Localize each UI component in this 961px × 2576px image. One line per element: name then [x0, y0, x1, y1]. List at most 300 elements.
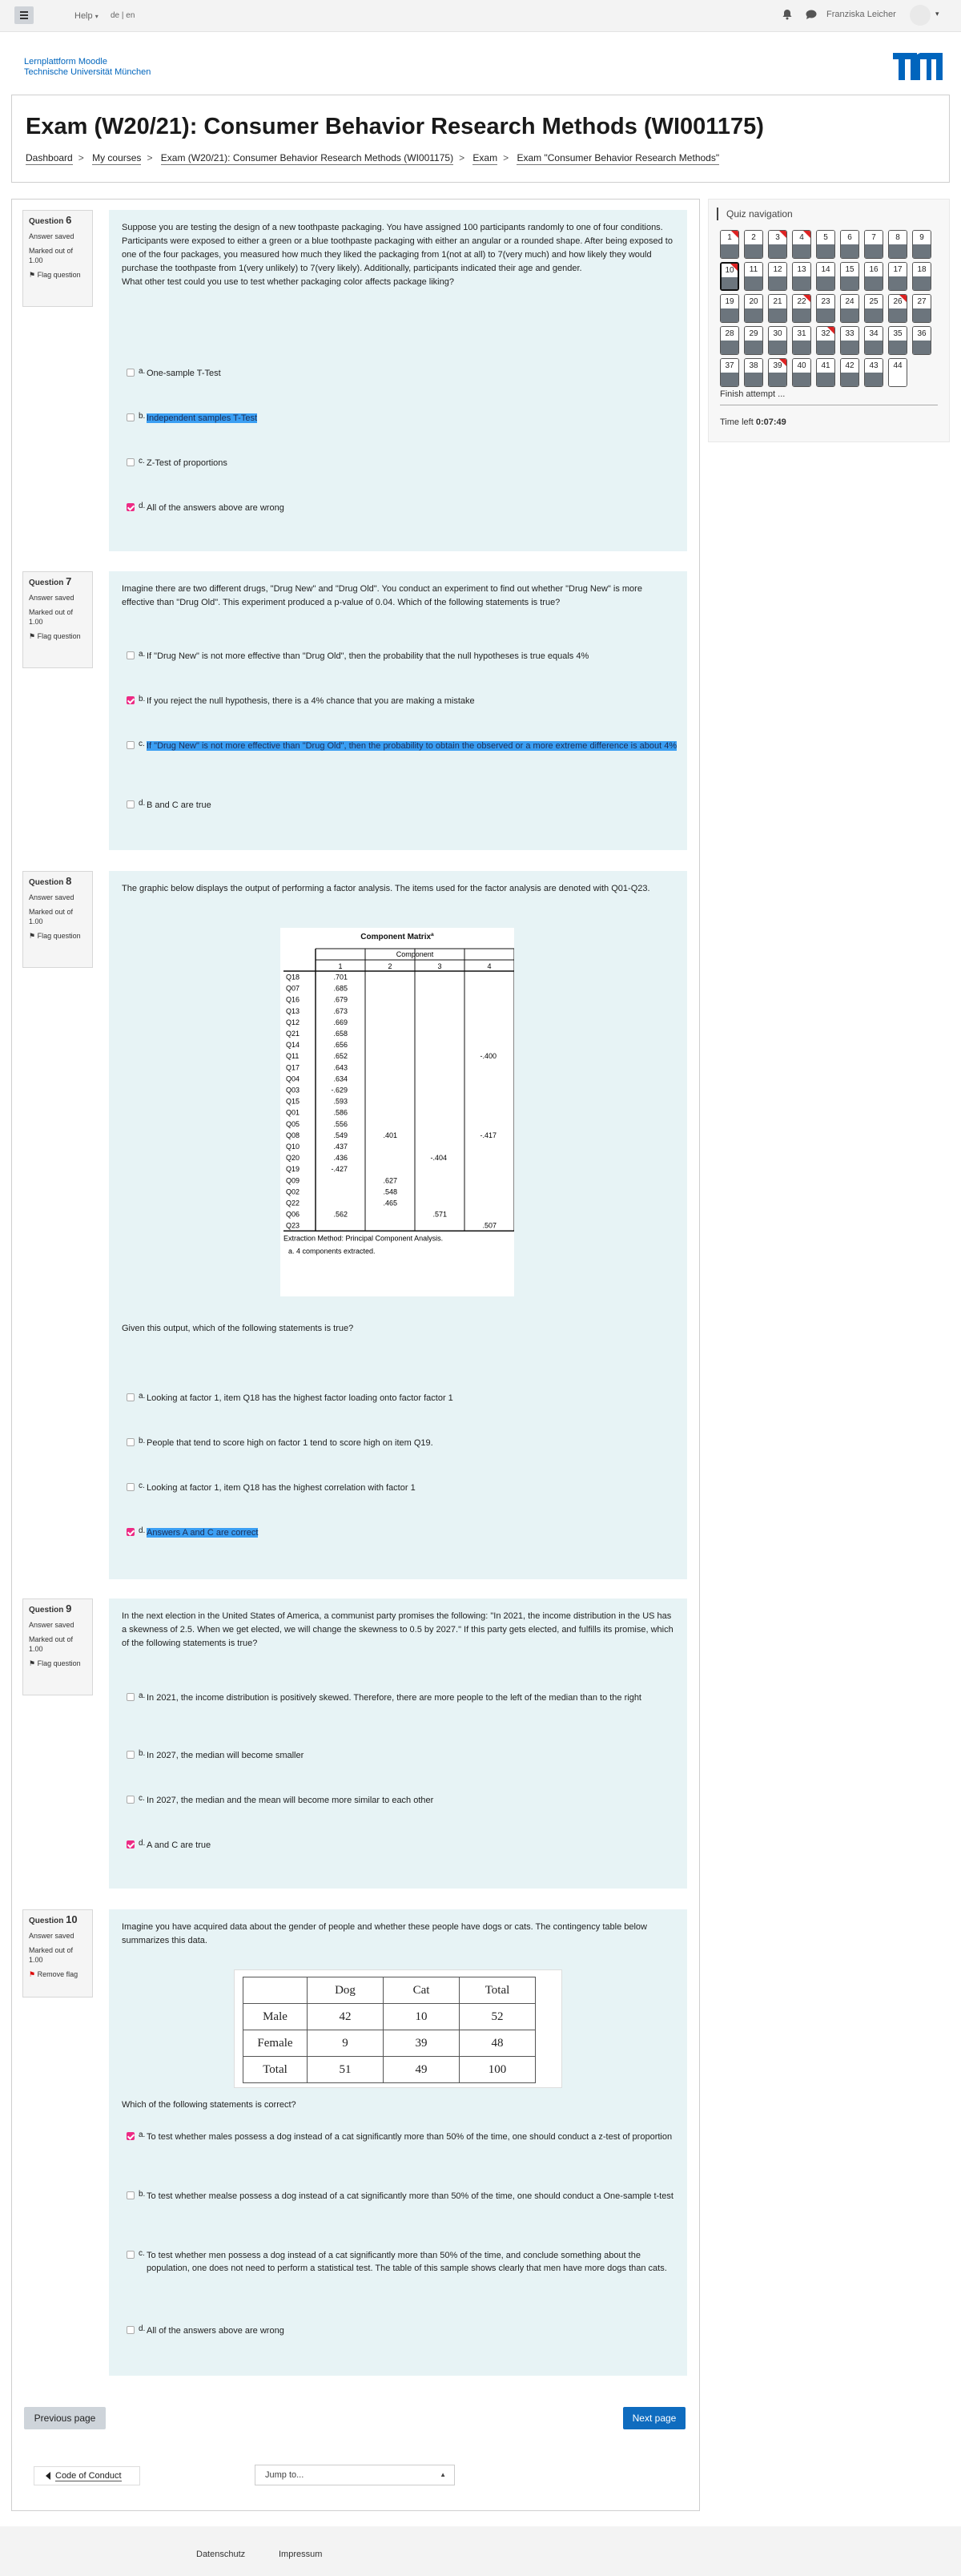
table-cell: Male [243, 2004, 308, 2030]
flag-question-link[interactable]: ⚑ Flag question [29, 271, 81, 279]
matrix-row-label: Q04 [286, 1074, 300, 1083]
table-cell: 39 [384, 2030, 460, 2057]
answer-option-c[interactable] [127, 2249, 679, 2275]
top-navbar [0, 0, 961, 32]
answer-option-d[interactable] [127, 1526, 679, 1539]
quiz-nav-question-28[interactable] [720, 326, 739, 355]
answer-radio-checked[interactable] [127, 696, 135, 704]
option-text: If you reject the null hypothesis, there is a 4% chance that you are making a mistake [147, 696, 475, 706]
quiz-nav-status [793, 373, 810, 387]
chat-icon[interactable] [806, 10, 817, 20]
contingency-table [234, 1969, 562, 2088]
answer-radio[interactable] [127, 1751, 135, 1759]
question-label: Question [29, 217, 64, 226]
site-name-line2[interactable]: Technische Universität München [24, 67, 151, 77]
quiz-nav-status [889, 276, 907, 291]
option-text: In 2027, the median will become smaller [147, 1751, 304, 1760]
menu-toggle-button[interactable] [14, 6, 34, 24]
answer-radio[interactable] [127, 2191, 135, 2199]
quiz-nav-number: 5 [817, 231, 834, 244]
remove-flag-link[interactable]: ⚑ Remove flag [29, 1970, 78, 1978]
quiz-nav-question-31[interactable] [792, 326, 811, 355]
quiz-nav-number: 20 [745, 295, 762, 308]
matrix-cell-value: .436 [333, 1154, 348, 1163]
answer-radio-checked[interactable] [127, 503, 135, 511]
answer-state: Answer saved [29, 1621, 74, 1629]
quiz-nav-question-17[interactable] [888, 262, 907, 291]
question-number: 10 [66, 1913, 78, 1925]
quiz-nav-question-44[interactable] [888, 358, 907, 387]
quiz-nav-number: 39 [769, 359, 786, 373]
matrix-cell-value: .437 [333, 1143, 348, 1151]
matrix-row-label: Q07 [286, 984, 300, 993]
answer-option-b[interactable] [127, 2190, 679, 2203]
quiz-nav-number: 28 [721, 327, 738, 341]
answer-option-b[interactable] [127, 695, 679, 707]
question-content-9 [109, 1598, 687, 1889]
matrix-cell-value: .401 [383, 1131, 397, 1139]
answer-radio[interactable] [127, 741, 135, 749]
option-letter: b. [139, 1437, 146, 1445]
table-cell: 48 [460, 2030, 536, 2057]
question-number: 9 [66, 1602, 72, 1615]
quiz-nav-question-20[interactable] [744, 294, 763, 323]
answer-option-c[interactable] [127, 1482, 679, 1494]
quiz-nav-status [817, 276, 834, 291]
matrix-cell-value: -.417 [480, 1131, 497, 1139]
option-text: In 2027, the median and the mean will become more similar to each other [147, 1796, 434, 1805]
question-label: Question [29, 1917, 64, 1925]
matrix-row-label: Q11 [286, 1052, 300, 1061]
answer-option-a[interactable] [127, 650, 679, 663]
breadcrumb-my-courses[interactable]: My courses [92, 152, 142, 163]
answer-radio[interactable] [127, 369, 135, 377]
matrix-row-label: Q21 [286, 1030, 300, 1038]
question-text: Imagine there are two different drugs, "Drug New" and "Drug Old". You conduct an experiment to find out whether "Drug New" is more effective than "Drug Old". This experiment produced a p-value of 0.04. Which of the following statements is true? [122, 584, 642, 607]
quiz-nav-question-25[interactable] [864, 294, 883, 323]
quiz-nav-number: 30 [769, 327, 786, 341]
quiz-nav-question-18[interactable] [912, 262, 931, 291]
quiz-nav-question-38[interactable] [744, 358, 763, 387]
answer-option-c[interactable] [127, 457, 679, 470]
option-letter: b. [139, 695, 146, 703]
matrix-cell-value: .548 [383, 1187, 397, 1196]
answer-radio[interactable] [127, 800, 135, 808]
matrix-row-label: Q18 [286, 973, 300, 982]
help-menu[interactable]: Help ▾ [74, 11, 99, 21]
matrix-title: Component Matrixª [360, 933, 434, 941]
breadcrumb-exam-page[interactable]: Exam "Consumer Behavior Research Methods" [517, 152, 720, 163]
quiz-nav-number: 19 [721, 295, 738, 308]
language-switch[interactable]: de | en [111, 11, 135, 20]
matrix-row-label: Q23 [286, 1221, 300, 1230]
answer-state: Answer saved [29, 594, 74, 602]
answer-option-a[interactable] [127, 1392, 679, 1405]
quiz-nav-question-37[interactable] [720, 358, 739, 387]
option-letter: d. [139, 2324, 146, 2333]
matrix-row-label: Q13 [286, 1006, 300, 1015]
quiz-nav-number: 14 [817, 263, 834, 276]
quiz-navigation-block [708, 199, 950, 442]
quiz-nav-status [769, 276, 786, 291]
flag-icon [803, 295, 810, 302]
quiz-nav-number: 22 [793, 295, 810, 308]
quiz-nav-status [841, 373, 858, 387]
chevron-down-icon[interactable]: ▾ [935, 10, 939, 18]
quiz-nav-question-23[interactable] [816, 294, 835, 323]
quiz-nav-question-22[interactable] [792, 294, 811, 323]
site-name-line1[interactable]: Lernplattform Moodle [24, 57, 107, 67]
question-info-6 [22, 210, 93, 307]
quiz-nav-status [793, 276, 810, 291]
flag-icon [827, 327, 834, 334]
quiz-nav-question-6[interactable] [840, 230, 859, 259]
quiz-nav-number: 43 [865, 359, 883, 373]
answer-option-b[interactable] [127, 1749, 679, 1762]
quiz-nav-number: 33 [841, 327, 858, 341]
matrix-cell-value: .627 [383, 1176, 397, 1185]
matrix-row-label: Q22 [286, 1199, 300, 1207]
quiz-nav-question-19[interactable] [720, 294, 739, 323]
tum-logo[interactable] [893, 53, 943, 80]
quiz-nav-question-2[interactable] [744, 230, 763, 259]
quiz-nav-number: 32 [817, 327, 834, 341]
answer-option-d[interactable] [127, 2324, 679, 2337]
matrix-column-header: 4 [487, 962, 492, 970]
matrix-cell-value: -.400 [480, 1052, 497, 1061]
quiz-nav-question-13[interactable] [792, 262, 811, 291]
site-name[interactable] [24, 57, 151, 78]
quiz-nav-question-26[interactable] [888, 294, 907, 323]
quiz-nav-number: 42 [841, 359, 858, 373]
code-of-conduct-link[interactable] [34, 2466, 140, 2485]
quiz-nav-number: 3 [769, 231, 786, 244]
answer-option-d[interactable] [127, 1839, 679, 1852]
previous-page-button[interactable]: Previous page [24, 2407, 106, 2429]
option-letter: a. [139, 650, 146, 659]
quiz-nav-status [721, 308, 738, 323]
option-text: Looking at factor 1, item Q18 has the highest factor loading onto factor factor 1 [147, 1393, 453, 1403]
quiz-nav-status [865, 276, 883, 291]
flag-icon [779, 359, 786, 366]
quiz-nav-number: 4 [793, 231, 810, 244]
breadcrumb-dashboard[interactable]: Dashboard [26, 152, 73, 163]
quiz-nav-question-27[interactable] [912, 294, 931, 323]
quiz-nav-question-4[interactable] [792, 230, 811, 259]
option-letter: b. [139, 2190, 146, 2199]
table-cell: 51 [308, 2057, 384, 2083]
marks-info: Marked out of 1.00 [29, 908, 74, 925]
quiz-nav-number: 8 [889, 231, 907, 244]
quiz-navigation-title: Quiz navigation [717, 208, 793, 220]
time-left-value: 0:07:49 [755, 417, 786, 427]
quiz-nav-status [745, 341, 762, 355]
option-text: All of the answers above are wrong [147, 503, 284, 513]
quiz-nav-question-29[interactable] [744, 326, 763, 355]
table-header-cell: Total [460, 1977, 536, 2004]
quiz-nav-status [793, 341, 810, 355]
question-number: 6 [66, 214, 72, 226]
option-text: If "Drug New" is not more effective than "Drug Old", then the probability to obtain the observed or a more extreme difference is about 4% [147, 741, 678, 751]
option-text: If "Drug New" is not more effective than "Drug Old", then the probability that the null hypotheses is true equals 4% [147, 651, 589, 661]
matrix-column-header: 2 [388, 962, 392, 970]
matrix-cell-value: -.404 [430, 1154, 447, 1163]
quiz-nav-number: 7 [865, 231, 883, 244]
matrix-cell-value: .549 [333, 1131, 348, 1139]
quiz-nav-status [817, 341, 834, 355]
flag-question-link[interactable]: ⚑ Flag question [29, 1659, 81, 1667]
privacy-link[interactable]: Datenschutz [196, 2550, 246, 2559]
question-label: Question [29, 1606, 64, 1615]
table-cell: Female [243, 2030, 308, 2057]
avatar[interactable] [910, 5, 931, 26]
matrix-row-label: Q09 [286, 1176, 300, 1185]
page-footer [0, 2526, 961, 2576]
table-cell: 42 [308, 2004, 384, 2030]
quiz-nav-question-8[interactable] [888, 230, 907, 259]
quiz-nav-question-33[interactable] [840, 326, 859, 355]
code-of-conduct-label: Code of Conduct [55, 2471, 122, 2481]
matrix-row-label: Q02 [286, 1187, 300, 1196]
answer-radio[interactable] [127, 1693, 135, 1701]
matrix-row-label: Q20 [286, 1154, 300, 1163]
user-name[interactable]: Franziska Leicher [826, 10, 896, 19]
matrix-cell-value: .465 [383, 1199, 397, 1207]
matrix-grid [280, 928, 514, 1296]
quiz-nav-question-34[interactable] [864, 326, 883, 355]
quiz-nav-status [721, 341, 738, 355]
table-cell: 10 [384, 2004, 460, 2030]
matrix-row-label: Q01 [286, 1108, 300, 1117]
matrix-row-label: Q16 [286, 995, 300, 1004]
breadcrumb-course[interactable]: Exam (W20/21): Consumer Behavior Research Methods (WI001175) [160, 152, 454, 163]
option-letter: d. [139, 1526, 146, 1535]
table-row [243, 2030, 536, 2057]
option-letter: d. [139, 1839, 146, 1848]
question-content-7 [109, 571, 687, 850]
matrix-row-label: Q17 [286, 1063, 300, 1072]
quiz-nav-number: 44 [889, 359, 907, 373]
quiz-nav-question-21[interactable] [768, 294, 787, 323]
marks-info: Marked out of 1.00 [29, 608, 74, 626]
question-info-10 [22, 1909, 93, 1998]
question-label: Question [29, 878, 64, 887]
quiz-nav-number: 23 [817, 295, 834, 308]
flag-question-link[interactable]: ⚑ Flag question [29, 632, 81, 640]
option-text: One-sample T-Test [147, 369, 221, 378]
option-letter: d. [139, 799, 146, 808]
matrix-cell-value: .656 [333, 1041, 348, 1050]
question-prompt: Which of the following statements is correct? [122, 2100, 296, 2110]
matrix-cell-value: .507 [482, 1221, 497, 1230]
quiz-nav-status [913, 308, 931, 323]
quiz-nav-question-16[interactable] [864, 262, 883, 291]
quiz-nav-status [913, 244, 931, 259]
answer-radio-checked[interactable] [127, 1528, 135, 1536]
quiz-nav-question-36[interactable] [912, 326, 931, 355]
quiz-nav-status [793, 308, 810, 323]
quiz-nav-status [865, 373, 883, 387]
matrix-cell-value: .701 [333, 973, 348, 982]
answer-radio[interactable] [127, 1393, 135, 1401]
answer-option-b[interactable] [127, 1437, 679, 1449]
imprint-link[interactable]: Impressum [279, 2550, 323, 2559]
finish-attempt-link[interactable]: Finish attempt ... [720, 389, 786, 399]
table-header-cell [243, 1977, 308, 2004]
answer-option-a[interactable] [127, 1691, 679, 1704]
flag-icon [803, 231, 810, 238]
quiz-nav-number: 9 [913, 231, 931, 244]
answer-radio[interactable] [127, 458, 135, 466]
bell-icon[interactable] [782, 9, 793, 20]
quiz-nav-number: 35 [889, 327, 907, 341]
quiz-nav-status [889, 308, 907, 323]
quiz-nav-question-12[interactable] [768, 262, 787, 291]
flag-question-link[interactable]: ⚑ Flag question [29, 932, 81, 940]
question-content-6 [109, 210, 687, 551]
answer-option-d[interactable] [127, 799, 679, 812]
matrix-cell-value: .556 [333, 1119, 348, 1128]
matrix-row-label: Q03 [286, 1086, 300, 1094]
matrix-component-label: Component [396, 950, 434, 958]
table-cell: Total [243, 2057, 308, 2083]
quiz-nav-status [817, 244, 834, 259]
quiz-nav-question-42[interactable] [840, 358, 859, 387]
answer-state: Answer saved [29, 1932, 74, 1940]
option-text: Answers A and C are correct [147, 1528, 259, 1538]
quiz-nav-number: 18 [913, 263, 931, 276]
quiz-nav-status [745, 244, 762, 259]
quiz-nav-status [841, 341, 858, 355]
next-page-button[interactable]: Next page [623, 2407, 686, 2429]
quiz-nav-question-35[interactable] [888, 326, 907, 355]
quiz-nav-question-10[interactable] [720, 262, 739, 291]
answer-radio-checked[interactable] [127, 2132, 135, 2140]
quiz-nav-number: 26 [889, 295, 907, 308]
matrix-row-label: Q12 [286, 1018, 300, 1026]
quiz-nav-status [745, 276, 762, 291]
answer-radio[interactable] [127, 1483, 135, 1491]
quiz-nav-question-11[interactable] [744, 262, 763, 291]
quiz-nav-number: 12 [769, 263, 786, 276]
quiz-nav-status [841, 244, 858, 259]
option-letter: b. [139, 1749, 146, 1758]
matrix-footer: Extraction Method: Principal Component Analysis. [283, 1234, 444, 1243]
answer-state: Answer saved [29, 893, 74, 901]
option-text: Looking at factor 1, item Q18 has the highest correlation with factor 1 [147, 1483, 416, 1493]
option-text: B and C are true [147, 800, 211, 810]
quiz-nav-question-14[interactable] [816, 262, 835, 291]
quiz-nav-question-5[interactable] [816, 230, 835, 259]
question-prompt: Given this output, which of the following statements is true? [122, 1324, 354, 1333]
marks-info: Marked out of 1.00 [29, 1946, 74, 1964]
flag-icon [730, 264, 738, 271]
matrix-row-label: Q10 [286, 1143, 300, 1151]
answer-option-c[interactable] [127, 740, 679, 752]
answer-option-c[interactable] [127, 1794, 679, 1807]
quiz-nav-status [817, 373, 834, 387]
option-text: In 2021, the income distribution is positively skewed. Therefore, there are more people to the left of the median than to the right [147, 1693, 641, 1703]
option-text: To test whether men possess a dog instead of a cat significantly more than 50% of the time, and conclude something about the population, one does not need to perform a statistical test. The table of this sample shows clearly that men have more dogs than cats. [147, 2251, 667, 2273]
question-number: 8 [66, 875, 72, 887]
quiz-nav-number: 36 [913, 327, 931, 341]
answer-radio[interactable] [127, 651, 135, 659]
answer-option-a[interactable] [127, 2131, 679, 2143]
quiz-nav-question-15[interactable] [840, 262, 859, 291]
matrix-cell-value: .586 [333, 1108, 348, 1117]
matrix-cell-value: .673 [333, 1006, 348, 1015]
component-matrix-table [280, 928, 514, 1296]
breadcrumb-exam[interactable]: Exam [472, 152, 498, 163]
option-letter: d. [139, 502, 146, 510]
quiz-nav-number: 31 [793, 327, 810, 341]
quiz-nav-question-24[interactable] [840, 294, 859, 323]
quiz-nav-question-30[interactable] [768, 326, 787, 355]
option-text: To test whether mealse possess a dog instead of a cat significantly more than 50% of the time, one should conduct a One-sample t-test [147, 2191, 674, 2201]
quiz-nav-number: 38 [745, 359, 762, 373]
option-text: To test whether males possess a dog instead of a cat significantly more than 50% of the time, one should conduct a z-test of proportion [147, 2132, 673, 2142]
quiz-nav-status [769, 308, 786, 323]
answer-radio-checked[interactable] [127, 1840, 135, 1848]
flag-icon [899, 295, 907, 302]
quiz-nav-status [769, 244, 786, 259]
option-letter: c. [139, 1482, 145, 1490]
answer-option-b[interactable] [127, 412, 679, 425]
quiz-nav-question-3[interactable] [768, 230, 787, 259]
matrix-row-label: Q14 [286, 1041, 300, 1050]
question-label: Question [29, 578, 64, 587]
quiz-nav-question-43[interactable] [864, 358, 883, 387]
quiz-nav-number: 6 [841, 231, 858, 244]
quiz-nav-status [721, 373, 738, 387]
answer-radio[interactable] [127, 2326, 135, 2334]
quiz-nav-question-32[interactable] [816, 326, 835, 355]
quiz-nav-number: 10 [722, 264, 738, 277]
quiz-nav-question-7[interactable] [864, 230, 883, 259]
quiz-nav-question-9[interactable] [912, 230, 931, 259]
quiz-nav-question-40[interactable] [792, 358, 811, 387]
chevron-left-icon [46, 2472, 50, 2480]
question-text: Imagine you have acquired data about the gender of people and whether these people have dogs or cats. The contingency table below summarizes this data. [122, 1922, 647, 1945]
quiz-nav-question-39[interactable] [768, 358, 787, 387]
matrix-cell-value: .634 [333, 1074, 348, 1083]
answer-radio[interactable] [127, 2251, 135, 2259]
quiz-nav-question-1[interactable] [720, 230, 739, 259]
option-text: All of the answers above are wrong [147, 2326, 284, 2336]
quiz-nav-number: 25 [865, 295, 883, 308]
option-text: A and C are true [147, 1840, 211, 1850]
quiz-nav-status [889, 244, 907, 259]
matrix-footnote: a. 4 components extracted. [288, 1247, 376, 1256]
quiz-nav-question-41[interactable] [816, 358, 835, 387]
matrix-cell-value: .685 [333, 984, 348, 993]
answer-radio[interactable] [127, 1438, 135, 1446]
quiz-nav-status [793, 244, 810, 259]
option-letter: c. [139, 740, 145, 748]
select-arrows-icon: ▲ [440, 2471, 446, 2478]
question-text: The graphic below displays the output of performing a factor analysis. The items used for the factor analysis are denoted with Q01-Q23. [122, 884, 650, 893]
quiz-nav-status [865, 341, 883, 355]
jump-to-select[interactable] [255, 2465, 455, 2485]
answer-option-a[interactable] [127, 367, 679, 380]
matrix-cell-value: .658 [333, 1030, 348, 1038]
quiz-nav-status [745, 308, 762, 323]
answer-option-d[interactable] [127, 502, 679, 514]
answer-radio[interactable] [127, 1796, 135, 1804]
quiz-nav-status [721, 244, 738, 259]
matrix-cell-value: .593 [333, 1097, 348, 1106]
answer-radio[interactable] [127, 413, 135, 421]
